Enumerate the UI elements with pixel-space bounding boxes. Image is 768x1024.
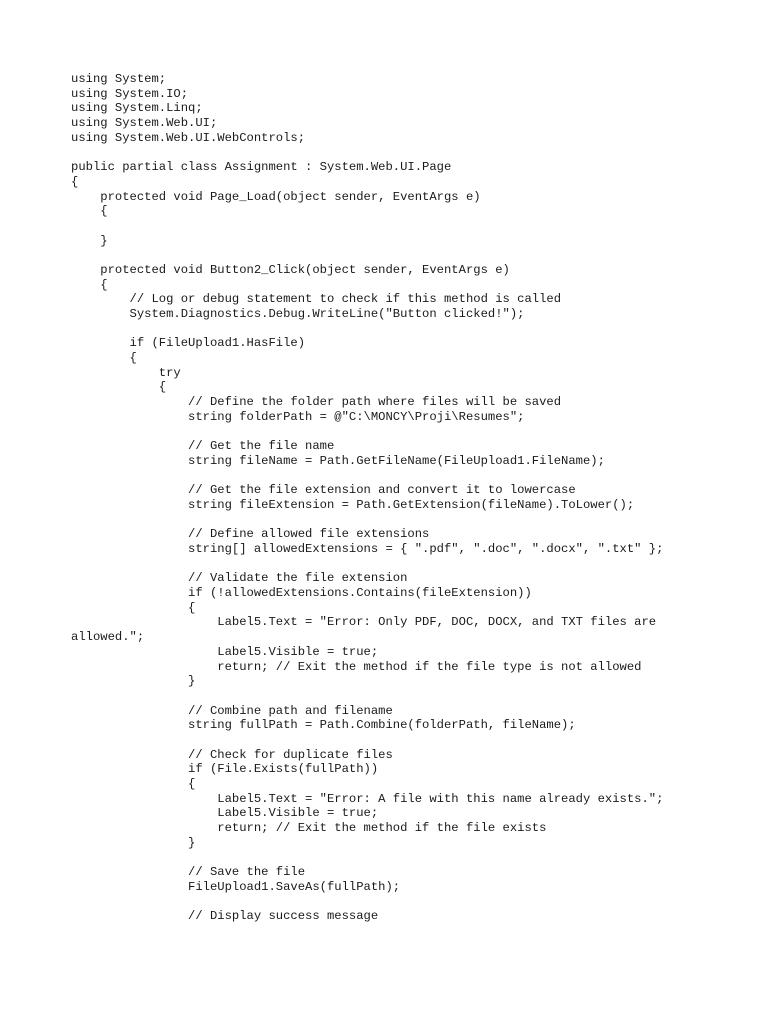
code-line [71,219,711,234]
code-line: // Display success message [71,909,379,924]
code-line: Label5.Text = "Error: A file with this name already exists."; [71,791,664,806]
code-line [71,248,711,263]
code-line: if (!allowedExtensions.Contains(fileExtension)) [71,586,532,601]
code-line: allowed."; [71,630,145,645]
code-line: // Save the file [71,865,306,880]
code-line [71,145,711,160]
code-line: using System; [71,72,167,86]
code-line [71,322,711,337]
code-line: string folderPath = @"C:\MONCY\Proji\Resumes"; [71,409,525,424]
code-line: protected void Page_Load(object sender, EventArgs e) [71,189,481,204]
code-line: // Check for duplicate files [71,747,393,762]
code-line: using System.Web.UI.WebControls; [71,130,306,145]
code-line: { [71,380,167,395]
code-line: public partial class Assignment : System.Web.UI.Page [71,160,452,175]
code-line: if (FileUpload1.HasFile) [71,336,306,351]
code-line: { [71,277,108,292]
code-line: } [71,233,108,248]
code-line: { [71,204,108,219]
code-line: using System.Linq; [71,101,203,116]
code-line: // Get the file name [71,439,335,454]
code-line: Label5.Text = "Error: Only PDF, DOC, DOCX, and TXT files are [71,615,657,630]
code-line [71,469,711,484]
code-line [71,513,711,528]
code-line: string fileName = Path.GetFileName(FileUpload1.FileName); [71,453,605,468]
code-line: System.Diagnostics.Debug.WriteLine("Button clicked!"); [71,307,525,321]
code-line [71,895,711,910]
code-line: string[] allowedExtensions = { ".pdf", ".doc", ".docx", ".txt" }; [71,542,664,556]
code-line: string fullPath = Path.Combine(folderPath, fileName); [71,718,576,733]
code-line: { [71,777,196,791]
code-line: if (File.Exists(fullPath)) [71,762,379,777]
code-line: } [71,674,196,689]
code-line: { [71,600,196,615]
code-line: Label5.Visible = true; [71,806,379,821]
code-line [71,425,711,440]
code-listing [71,72,711,924]
code-line: // Define the folder path where files will be saved [71,395,562,410]
code-line: { [71,174,79,189]
code-line: // Log or debug statement to check if this method is called [71,292,562,307]
code-line: Label5.Visible = true; [71,644,379,659]
code-line: string fileExtension = Path.GetExtension(fileName).ToLower(); [71,497,635,512]
code-line [71,850,711,865]
code-line: return; // Exit the method if the file type is not allowed [71,659,642,674]
code-line: // Get the file extension and convert it to lowercase [71,483,576,498]
code-line: // Combine path and filename [71,703,393,718]
code-line: } [71,835,196,850]
code-line: protected void Button2_Click(object sender, EventArgs e) [71,262,510,277]
code-line [71,689,711,704]
code-line: using System.Web.UI; [71,116,218,131]
code-line: FileUpload1.SaveAs(fullPath); [71,879,401,894]
code-line: try [71,365,181,380]
code-line: using System.IO; [71,86,189,101]
code-line [71,557,711,572]
code-line: // Define allowed file extensions [71,527,430,542]
code-line: return; // Exit the method if the file exists [71,821,547,836]
code-line: // Validate the file extension [71,571,408,586]
code-line [71,733,711,748]
code-line: { [71,351,137,366]
